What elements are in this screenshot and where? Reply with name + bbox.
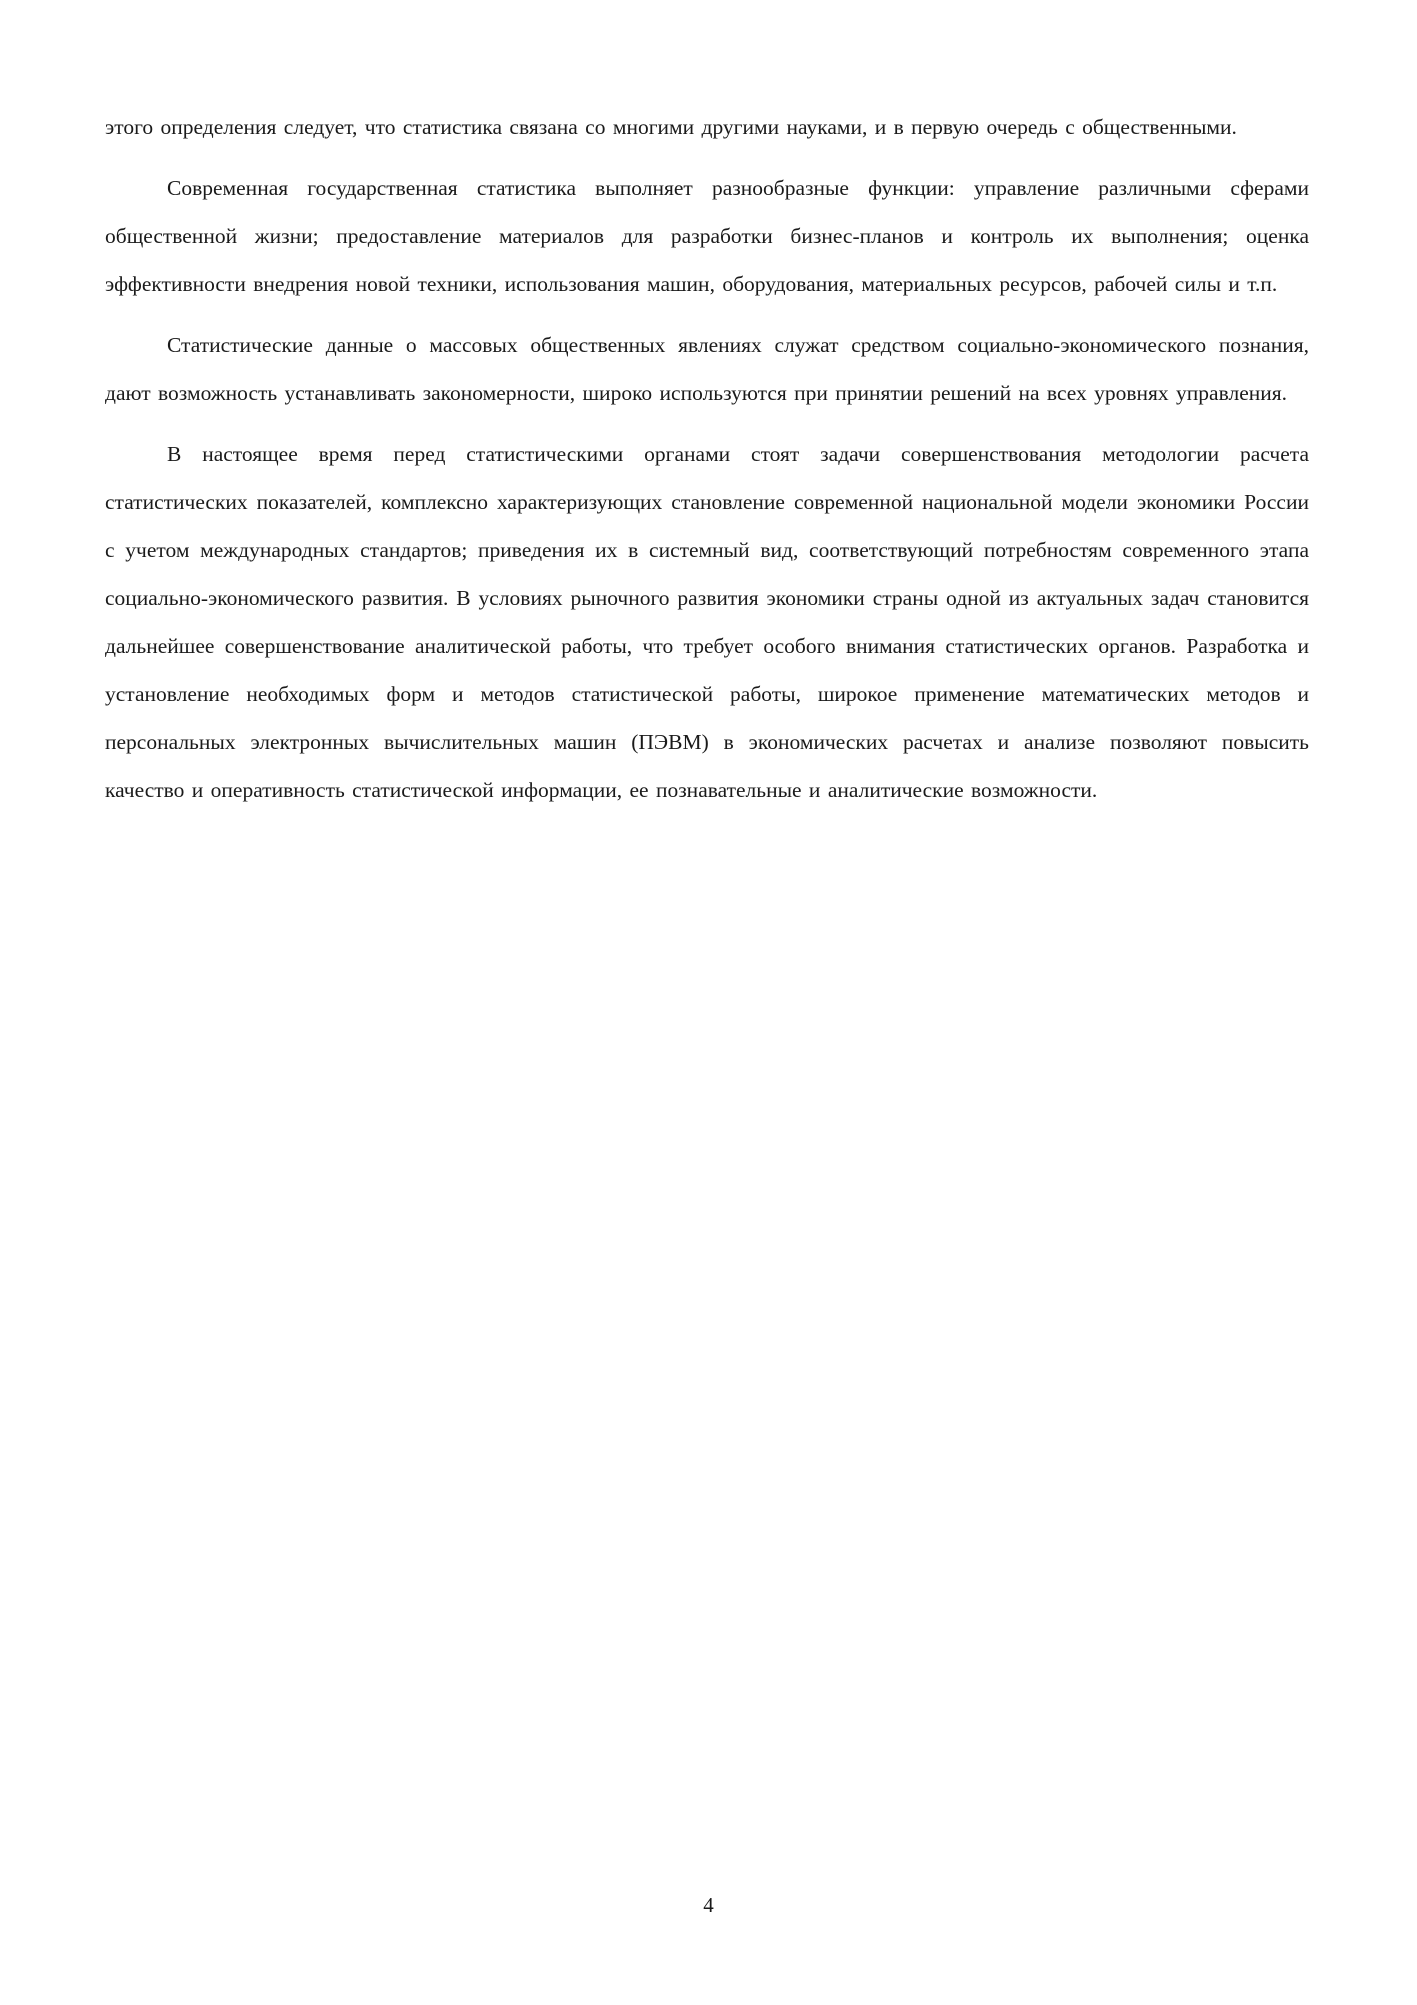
paragraph-continuation: этого определения следует, что статистика связана со многими другими науками, и в первую очередь с общественными. bbox=[105, 115, 1237, 139]
paragraph-functions: Современная государственная статистика выполняет разнообразные функции: управление различными сферами общественной жизни; предоставление материалов для разработки бизнес-планов и контроль их выполнения; оценка эффективности внедрения новой техники, использования машин, оборудования, материальных ресурсов, рабочей силы и т.п. bbox=[105, 176, 1309, 296]
text-block bbox=[105, 103, 1309, 827]
paragraph-statistical-data: Статистические данные о массовых общественных явлениях служат средством социально-экономического познания, дают возможность устанавливать закономерности, широко используются при принятии решений на всех уровнях управления. bbox=[105, 333, 1309, 405]
page-number: 4 bbox=[703, 1893, 714, 1917]
paragraph-current-tasks: В настоящее время перед статистическими органами стоят задачи совершенствования методологии расчета статистических показателей, комплексно характеризующих становление современной национальной модели экономики России с учетом международных стандартов; приведения их в системный вид, соответствующий потребностям современного этапа социально-экономического развития. В условиях рыночного развития экономики страны одной из актуальных задач становится дальнейшее совершенствование аналитической работы, что требует особого внимания статистических органов. Разработка и установление необходимых форм и методов статистической работы, широкое применение математических методов и персональных электронных вычислительных машин (ПЭВМ) в экономических расчетах и анализе позволяют повысить качество и оперативность статистической информации, ее познавательные и аналитические возможности. bbox=[105, 442, 1309, 802]
